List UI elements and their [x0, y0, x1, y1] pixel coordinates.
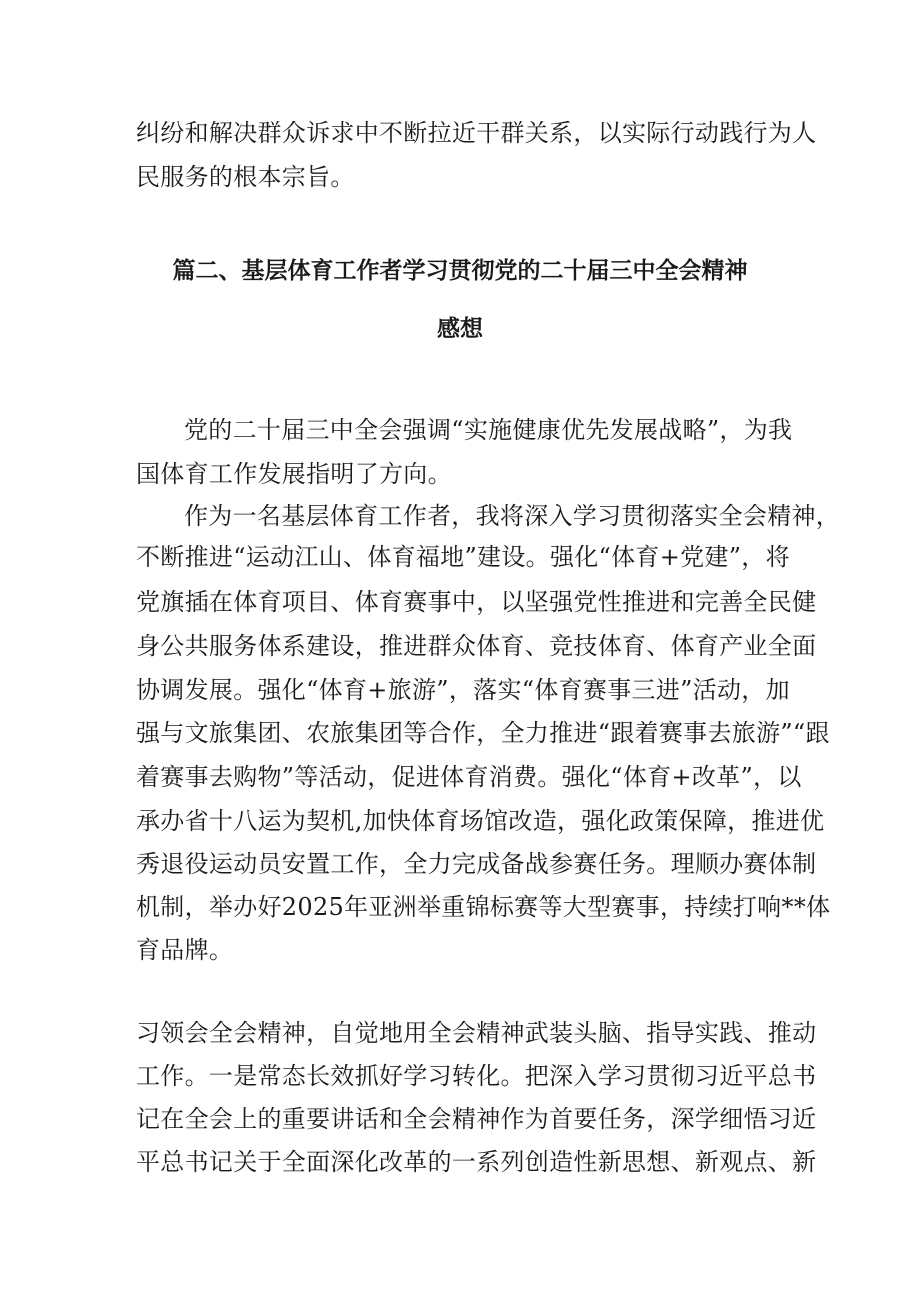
paragraph-2-line-2: 不断推进“运动江山、体育福地”建设。强化“体育+党建”，将 — [136, 543, 790, 571]
paragraph-2-line-8: 承办省十八运为契机,加快体育场馆改造，强化政策保障，推进优 — [136, 807, 825, 835]
paragraph-2-line-6: 强与文旅集团、农旅集团等合作，全力推进“跟着赛事去旅游”“跟 — [136, 719, 830, 747]
paragraph-3-line-2: 工作。一是常态长效抓好学习转化。把深入学习贯彻习近平总书 — [136, 1062, 817, 1090]
paragraph-1-line-2: 国体育工作发展指明了方向。 — [136, 460, 452, 488]
paragraph-2-line-4: 身公共服务体系建设，推进群众体育、竞技体育、体育产业全面 — [136, 632, 817, 660]
intro-line-1: 纠纷和解决群众诉求中不断拉近干群关系，以实际行动践行为人 — [136, 119, 817, 147]
paragraph-2-line-10: 机制，举办好2025年亚洲举重锦标赛等大型赛事，持续打响**体 — [136, 893, 831, 921]
paragraph-2-line-5: 协调发展。强化“体育+旅游”，落实“体育赛事三进”活动，加 — [136, 676, 790, 704]
paragraph-2-line-3: 党旗插在体育项目、体育赛事中，以坚强党性推进和完善全民健 — [136, 588, 817, 616]
paragraph-2-line-9: 秀退役运动员安置工作，全力完成备战参赛任务。理顺办赛体制 — [136, 850, 817, 878]
section-heading-line-2: 感想 — [437, 316, 483, 342]
paragraph-2-line-7: 着赛事去购物”等活动，促进体育消费。强化“体育+改革”，以 — [136, 763, 802, 791]
paragraph-1-line-1: 党的二十届三中全会强调“实施健康优先发展战略”，为我 — [184, 416, 793, 444]
paragraph-2-line-11: 育品牌。 — [136, 936, 234, 964]
intro-line-2: 民服务的根本宗旨。 — [136, 163, 355, 191]
section-heading-line-1: 篇二、基层体育工作者学习贯彻党的二十届三中全会精神 — [172, 258, 748, 284]
paragraph-3-line-1: 习领会全会精神，自觉地用全会精神武装头脑、指导实践、推动 — [136, 1019, 817, 1047]
paragraph-3-line-4: 平总书记关于全面深化改革的一系列创造性新思想、新观点、新 — [136, 1148, 817, 1176]
paragraph-3-line-3: 记在全会上的重要讲话和全会精神作为首要任务，深学细悟习近 — [136, 1105, 817, 1133]
paragraph-2-line-1: 作为一名基层体育工作者，我将深入学习贯彻落实全会精神， — [184, 502, 841, 530]
